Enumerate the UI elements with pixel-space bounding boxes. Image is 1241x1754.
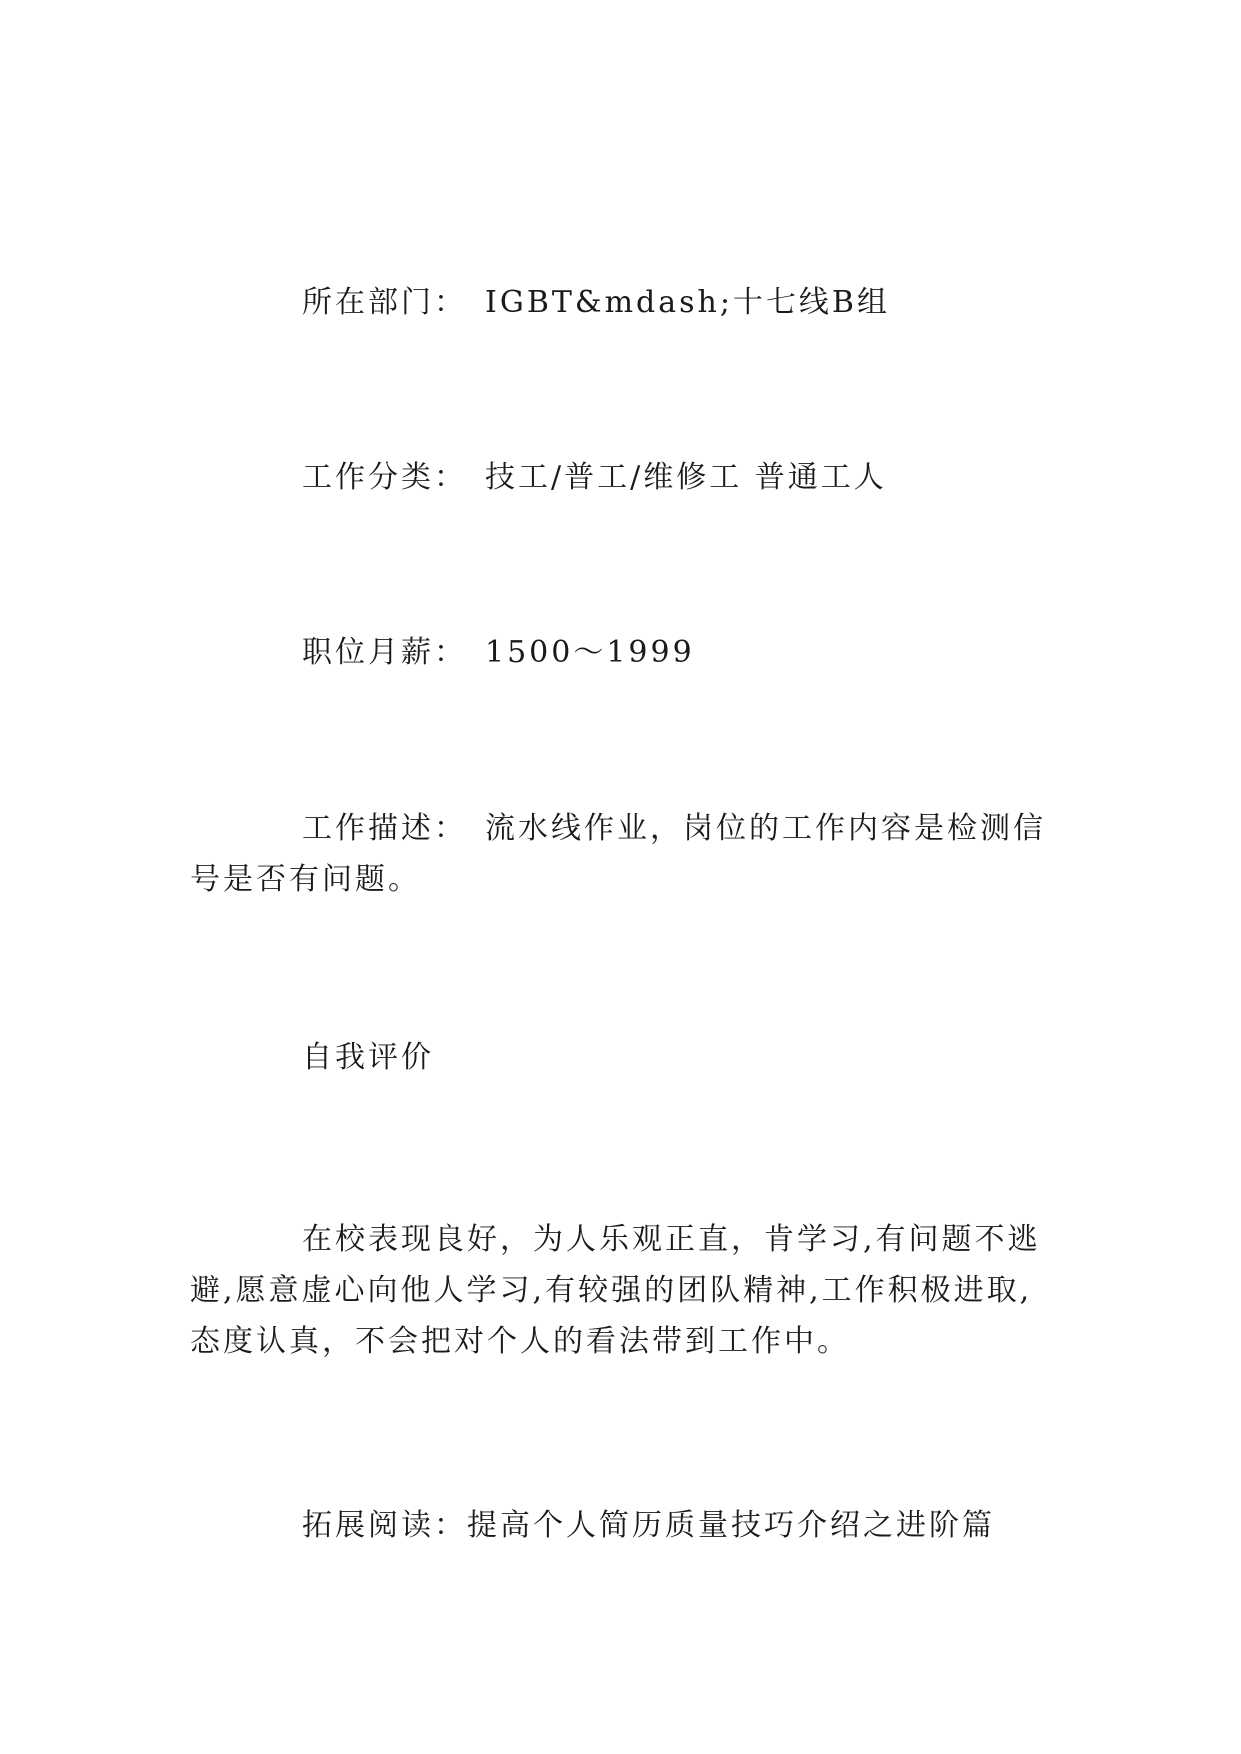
job-description-line [190,803,1060,905]
job-category-line [190,452,1060,503]
extended-reading-title: 拓展阅读：提高个人简历质量技巧介绍之进阶篇 [302,1508,995,1543]
department-label: 所在部门： [302,285,467,320]
job-category-value: 技工/普工/维修工 普通工人 [485,460,887,495]
job-description-value: 流水线作业，岗位的工作内容是检测信号是否有问题。 [190,811,1046,897]
salary-label: 职位月薪： [302,635,467,670]
department-line [190,277,1060,328]
salary-value: 1500～1999 [485,635,695,670]
self-evaluation-text: 在校表现良好，为人乐观正直，肯学习,有问题不逃避,愿意虚心向他人学习,有较强的团队精神,工作积极进取,态度认真，不会把对个人的看法带到工作中。 [190,1222,1041,1359]
self-evaluation-heading: 自我评价 [302,1040,434,1075]
job-category-label: 工作分类： [302,460,467,495]
salary-line [190,627,1060,678]
job-description-label: 工作描述： [302,811,467,846]
department-value: IGBT&mdash;十七线B组 [485,285,890,320]
